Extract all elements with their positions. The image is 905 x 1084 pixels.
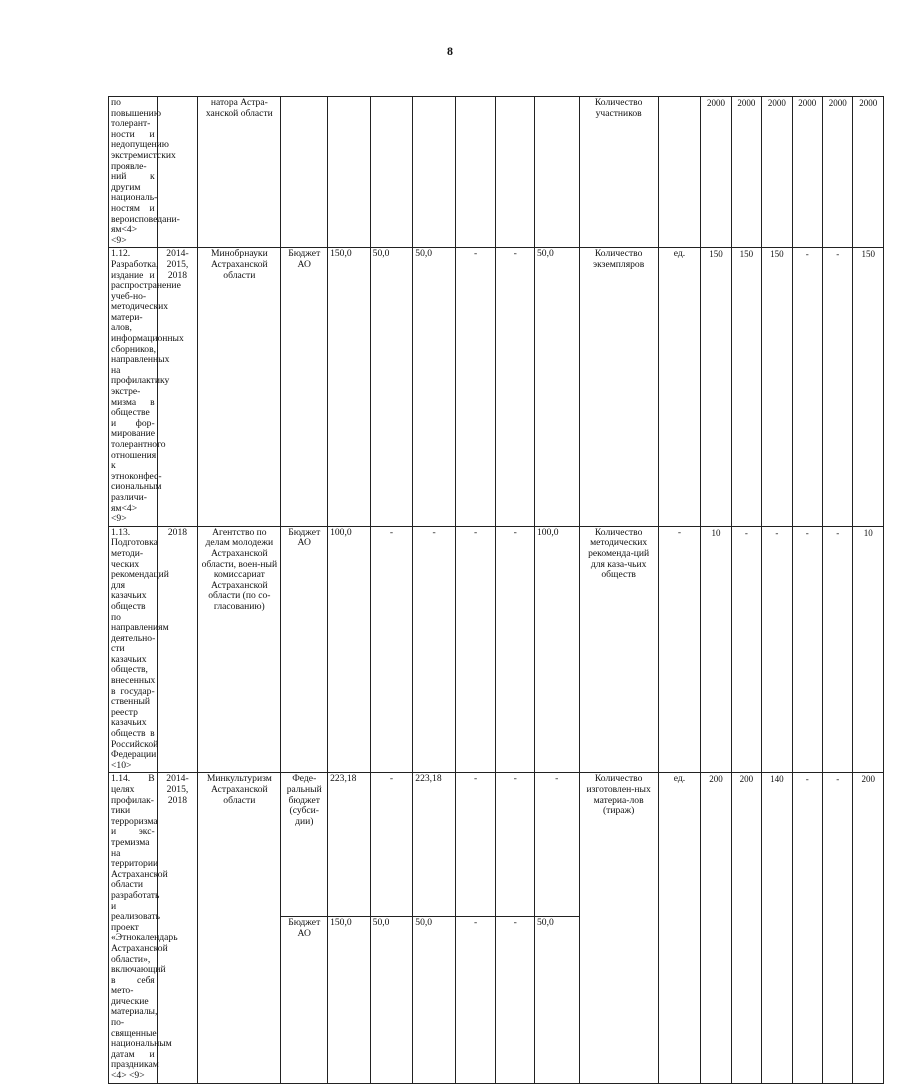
- target-cell: -: [792, 248, 822, 526]
- target-cell: 10: [701, 526, 731, 773]
- indicator-cell: Количество экземпляров: [579, 248, 658, 526]
- target-cell: 200: [731, 773, 761, 1083]
- value-cell: [496, 97, 535, 248]
- task-cell: 1.14. В целях профилак-тики терроризма и экс-тремизма на территории Астраханской области разработать и реализовать проект «Этнокалендарь Астраханской области», включающий в себя мето-дические материалы, по-священные национальным датам и праздникам <4> <9>: [109, 773, 158, 1083]
- indicator-cell: Количество изготовлен-ных материа-лов (тираж): [579, 773, 658, 1083]
- value-cell: [413, 97, 456, 248]
- target-cell: -: [822, 248, 852, 526]
- value-cell: -: [455, 773, 496, 917]
- target-cell: 200: [701, 773, 731, 1083]
- target-cell: -: [792, 773, 822, 1083]
- table-row: [109, 526, 884, 773]
- table-row: [109, 97, 884, 248]
- executor-cell: Минкультуризм Астраханской области: [198, 773, 281, 1083]
- executor-cell: Минобрнауки Астраханской области: [198, 248, 281, 526]
- task-cell: 1.12. Разработка, издание и распространение учеб-но-методических матери-алов, информационных сборников, направленных на профилактику экстре-мизма в обществе и фор-мирование толерантного отношения к этноконфес-сиональным различи-ям<4> <9>: [109, 248, 158, 526]
- target-cell: 2000: [731, 97, 761, 248]
- indicator-cell: Количество участников: [579, 97, 658, 248]
- target-cell: -: [822, 773, 852, 1083]
- fund-cell: Бюджет АО: [281, 917, 328, 1083]
- value-cell: [455, 97, 496, 248]
- unit-cell: -: [658, 526, 701, 773]
- value-cell: -: [455, 526, 496, 773]
- value-cell: -: [455, 248, 496, 526]
- indicator-cell: Количество методических рекоменда-ций для каза-чьих обществ: [579, 526, 658, 773]
- target-cell: -: [731, 526, 761, 773]
- value-cell: 50,0: [534, 917, 579, 1083]
- target-cell: -: [762, 526, 792, 773]
- executor-cell: Агентство по делам молодежи Астраханской области, воен-ный комиссариат Астраханской области (по со-гласованию): [198, 526, 281, 773]
- value-cell: -: [370, 773, 413, 917]
- period-cell: 2014-2015, 2018: [157, 773, 198, 1083]
- unit-cell: ед.: [658, 248, 701, 526]
- executor-cell: натора Астра-ханской области: [198, 97, 281, 248]
- task-cell: по повышению толерант-ности и недопущению экстремистских проявле-ний к другим националь-ностям и вероисповедани-ям<4> <9>: [109, 97, 158, 248]
- value-cell: [534, 97, 579, 248]
- value-cell: 50,0: [413, 917, 456, 1083]
- target-cell: 150: [762, 248, 792, 526]
- fund-cell: Феде-ральный бюджет (субси-дии): [281, 773, 328, 917]
- value-cell: 150,0: [328, 917, 371, 1083]
- value-cell: [328, 97, 371, 248]
- value-cell: -: [496, 248, 535, 526]
- target-cell: 2000: [853, 97, 884, 248]
- value-cell: 100,0: [534, 526, 579, 773]
- table-row: [109, 248, 884, 526]
- target-cell: 10: [853, 526, 884, 773]
- value-cell: -: [496, 526, 535, 773]
- value-cell: 50,0: [370, 248, 413, 526]
- fund-cell: Бюджет АО: [281, 526, 328, 773]
- task-cell: 1.13. Подготовка методи-ческих рекомендаций для казачьих обществ по направлениям деятельно-сти казачьих обществ, внесенных в государ-ственный реестр казачьих обществ в Российской Федерации <10>: [109, 526, 158, 773]
- program-table: [108, 96, 884, 1084]
- target-cell: 2000: [822, 97, 852, 248]
- value-cell: 50,0: [370, 917, 413, 1083]
- target-cell: 2000: [762, 97, 792, 248]
- target-cell: 2000: [701, 97, 731, 248]
- value-cell: -: [496, 917, 535, 1083]
- value-cell: 150,0: [328, 248, 371, 526]
- fund-cell: Бюджет АО: [281, 248, 328, 526]
- target-cell: 150: [731, 248, 761, 526]
- target-cell: 150: [853, 248, 884, 526]
- target-cell: 150: [701, 248, 731, 526]
- target-cell: 140: [762, 773, 792, 1083]
- value-cell: 100,0: [328, 526, 371, 773]
- page-number: 8: [447, 44, 453, 58]
- fund-cell: [281, 97, 328, 248]
- period-cell: 2018: [157, 526, 198, 773]
- period-cell: [157, 97, 198, 248]
- value-cell: -: [496, 773, 535, 917]
- value-cell: 50,0: [534, 248, 579, 526]
- target-cell: 2000: [792, 97, 822, 248]
- value-cell: [370, 97, 413, 248]
- target-cell: -: [792, 526, 822, 773]
- value-cell: -: [455, 917, 496, 1083]
- value-cell: 223,18: [328, 773, 371, 917]
- value-cell: -: [534, 773, 579, 917]
- value-cell: -: [370, 526, 413, 773]
- unit-cell: ед.: [658, 773, 701, 1083]
- value-cell: 223,18: [413, 773, 456, 917]
- value-cell: -: [413, 526, 456, 773]
- unit-cell: [658, 97, 701, 248]
- period-cell: 2014-2015, 2018: [157, 248, 198, 526]
- table-row: [109, 773, 884, 917]
- target-cell: 200: [853, 773, 884, 1083]
- value-cell: 50,0: [413, 248, 456, 526]
- target-cell: -: [822, 526, 852, 773]
